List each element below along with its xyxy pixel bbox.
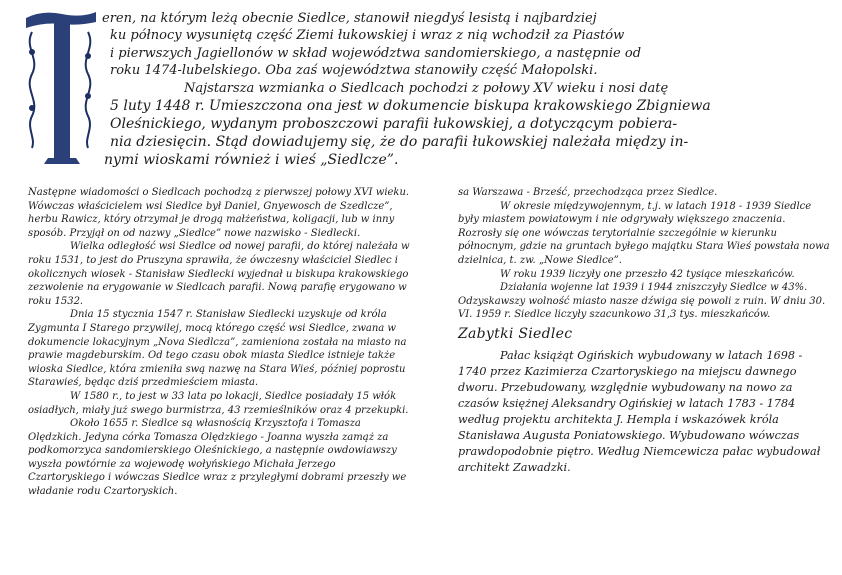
paragraph: Pałac książąt Ogińskich wybudowany w latach 1698 - 1740 przez Kazimierza Czartoryskiego na miejscu dawnego dworu. Przebudowany, względnie wybudowany na nowo za czasów księżnej Aleksandry Ogińskiej w latach 1783 - 1784 według projektu architekta J. Hempla i wskazówek króla Stanisława Augusta Poniatowskiego. Wybudowano wówczas prawdopodobnie piętro. Według Niemcewicza pałac wybudował architekt Zawadzki.: [458, 348, 821, 474]
section-heading: Zabytki Siedlec: [458, 325, 573, 342]
intro-line: nymi wioskami również i wieś „Siedlcze”.: [104, 152, 399, 169]
paragraph: Wielka odległość wsi Siedlce od nowej parafii, do której należała w roku 1531, to jest do Pruszyna sprawiła, że ówczesny właściciel Siedlec i okolicznych wiosek - Stanisław Siedlecki wyjednał u biskupa krakowskiego zezwolenie na erygowanie w Siedlcach parafii. Nową parafię erygowano w roku 1532.: [28, 241, 410, 307]
intro-line: nia dziesięcin. Stąd dowiadujemy się, że do parafii łukowskiej należała między in-: [110, 134, 689, 151]
paragraph: Około 1655 r. Siedlce są własnością Krzysztofa i Tomasza Olędzkich. Jedyna córka Tomasza Olędzkiego - Joanna wyszła zamąż za podkomorzyca sandomierskiego Oleśnickiego, a następnie owdowiawszy wyszła powtórnie za wojewodę wołyńskiego Michała Jerzego Czartoryskiego i wówczas Siedlce wraz z przyległymi dobrami przeszły we władanie rodu Czartoryskich.: [28, 418, 407, 498]
intro-line: ku północy wysuniętą część Ziemi łukowskiej i wraz z nią wchodził za Piastów: [110, 28, 625, 44]
paragraph: W 1580 r., to jest w 33 lata po lokacji, Siedlce posiadały 15 włók osiadłych, miały już swego burmistrza, 43 rzemieślników oraz 4 przekupki.: [28, 390, 409, 416]
intro-line: 5 luty 1448 r. Umieszczona ona jest w dokumencie biskupa krakowskiego Zbigniewa: [110, 98, 711, 115]
intro-line: Najstarsza wzmianka o Siedlcach pochodzi z połowy XV wieku i nosi datę: [184, 80, 669, 96]
intro-text: [64, 10, 824, 169]
paragraph: Następne wiadomości o Siedlcach pochodzą z pierwszej połowy XVI wieku. Wówczas właścicielem wsi Siedlce był Daniel, Gnyewosch de Szedlcze”, herbu Rawicz, który otrzymał je drogą małżeństwa, koligacji, lub w inny sposób. Przyjął on od nazwy „Siedlce” nowe nazwisko - Siedlecki.: [28, 187, 410, 239]
paragraph: W okresie międzywojennym, t.j. w latach 1918 - 1939 Siedlce były miastem powiatowym i nie odgrywały większego znaczenia. Rozrosły się one wówczas terytorialnie szczególnie w kierunku północnym, gdzie na gruntach byłego majątku Stara Wieś powstała nowa dzielnica, t. zw. „Nowe Siedlce”.: [458, 200, 830, 266]
intro-line: i pierwszych Jagiellonów w skład województwa sandomierskiego, a następnie od: [110, 45, 642, 61]
intro-line: Oleśnickiego, wydanym proboszczowi parafii łukowskiej, a dotyczącym pobiera-: [110, 116, 678, 133]
intro-line: roku 1474-lubelskiego. Oba zaś województwa stanowiły część Małopolski.: [110, 63, 598, 79]
paragraph: W roku 1939 liczyły one przeszło 42 tysiące mieszkańców.: [500, 268, 795, 280]
intro-line: eren, na którym leżą obecnie Siedlce, stanowił niegdyś lesistą i najbardziej: [102, 11, 597, 26]
right-column: [458, 186, 830, 476]
left-column: [28, 186, 413, 499]
paragraph: Działania wojenne lat 1939 i 1944 zniszczyły Siedlce w 43%. Odzyskawszy wolność miasto nasze dźwiga się powoli z ruin. W dniu 30. VI. 1959 r. Siedlce liczyły szacunkowo 31,3 tys. mieszkańców.: [458, 282, 826, 321]
paragraph: Dnia 15 stycznia 1547 r. Stanisław Siedlecki uzyskuje od króla Zygmunta I Starego przywilej, mocą którego część wsi Siedlce, zwana w dokumencie lokacyjnym „Nova Siedlcza”, zamieniona została na miasto na prawie magdeburskim. Od tego czasu obok miasta Siedlce istnieje także wioska Siedlce, która zmieniła swą nazwę na Stara Wieś, później poprostu Starawieś, będąc dziś przedmieściem miasta.: [28, 309, 407, 389]
paragraph: sa Warszawa - Brześć, przechodząca przez Siedlce.: [458, 187, 718, 198]
